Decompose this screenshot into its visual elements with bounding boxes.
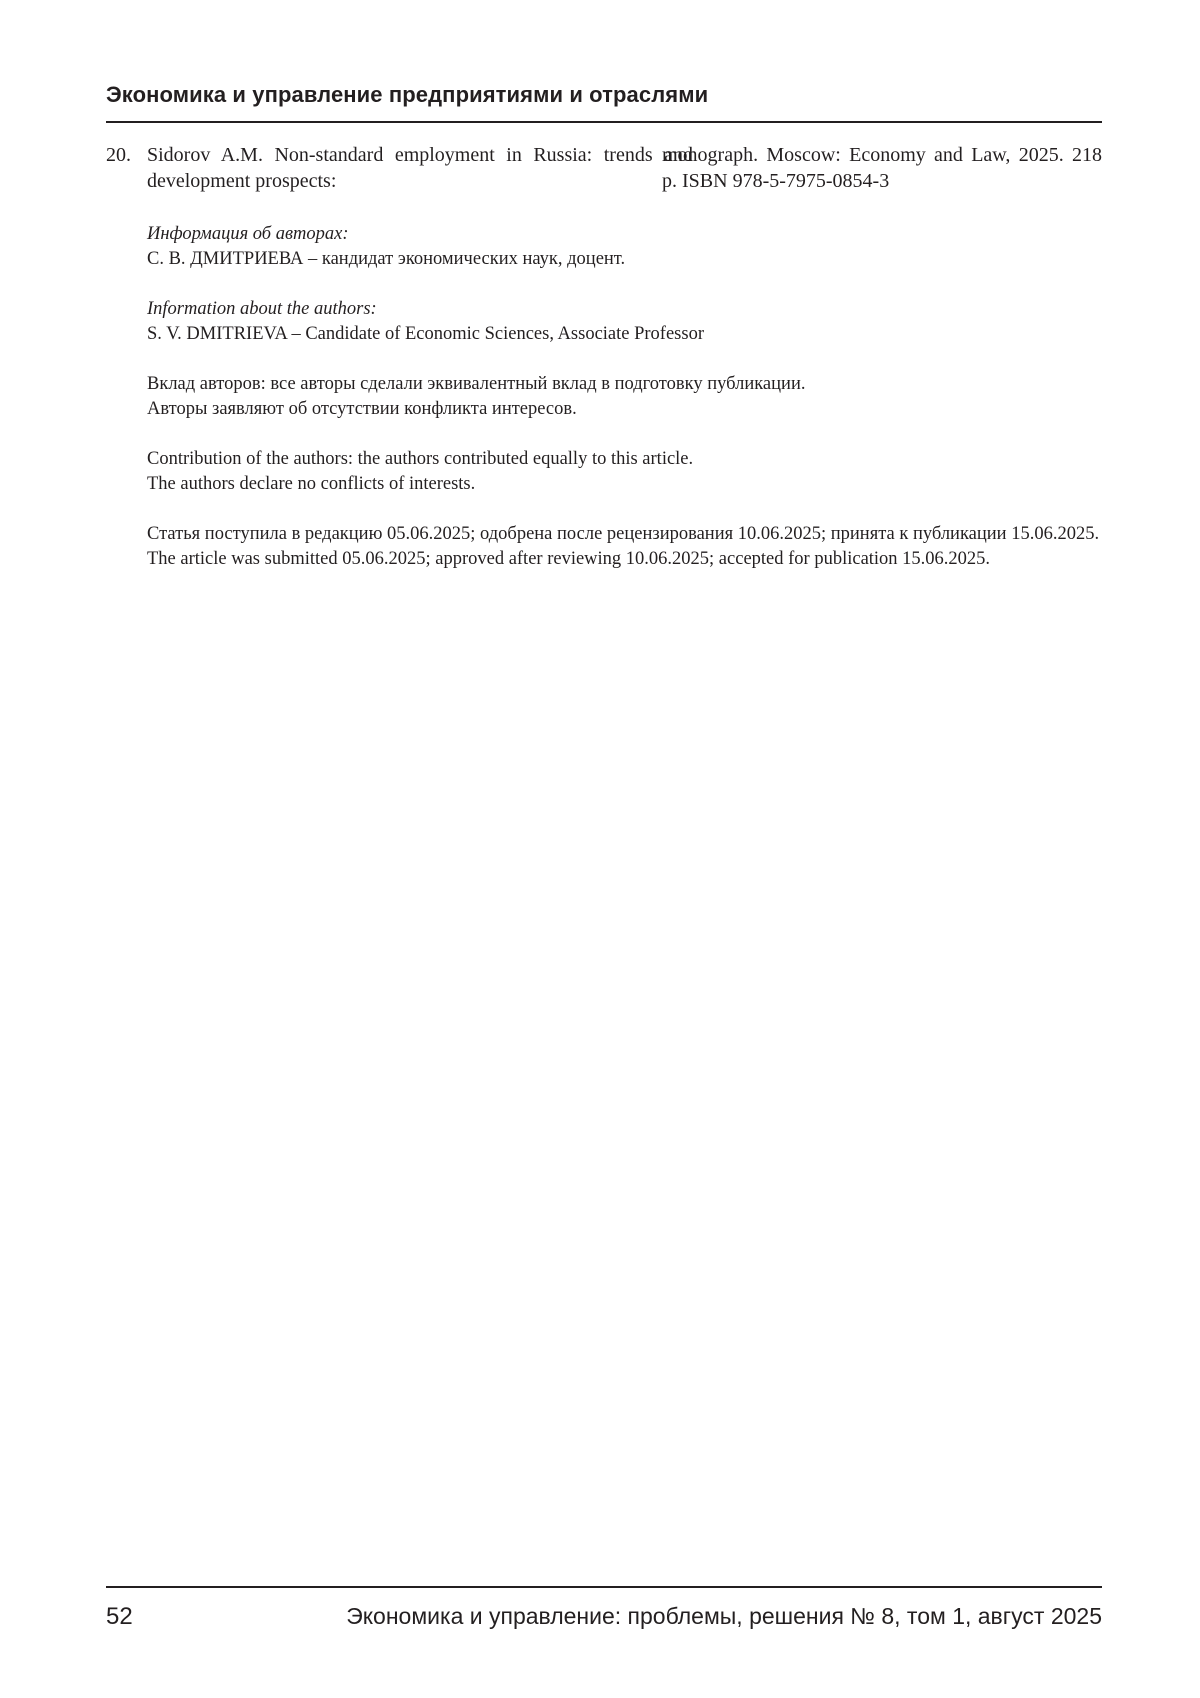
author-line-ru: С. В. ДМИТРИЕВА – кандидат экономических наук, доцент. [147, 249, 626, 269]
journal-footer: Экономика и управление: проблемы, решения № 8, том 1, август 2025 [346, 1603, 1102, 1629]
contribution-en [147, 447, 1107, 497]
footer-rule [106, 1586, 1102, 1588]
contribution-ru [147, 372, 1107, 422]
authors-info-ru [147, 222, 1107, 272]
dates-ru: Статья поступила в редакцию 05.06.2025; одобрена после рецензирования 10.06.2025; принята к публикации 15.06.2025. [147, 524, 1100, 544]
reference-text-right: monograph. Moscow: Economy and Law, 2025. 218 p. ISBN 978-5-7975-0854-3 [662, 144, 1102, 192]
authors-info-en [147, 297, 1107, 347]
page-number: 52 [106, 1603, 133, 1630]
dates-en: The article was submitted 05.06.2025; approved after reviewing 10.06.2025; accepted for publication 15.06.2025. [147, 549, 991, 569]
contribution-line-ru: Вклад авторов: все авторы сделали эквивалентный вклад в подготовку публикации. [147, 374, 806, 394]
authors-heading-ru: Информация об авторах: [147, 224, 349, 244]
reference-number: 20. [106, 144, 131, 166]
author-line-en: S. V. DMITRIEVA – Candidate of Economic Sciences, Associate Professor [147, 324, 704, 344]
reference-text-left: Sidorov A.M. Non-standard employment in Russia: trends and development prospects: [147, 144, 693, 192]
running-header: Экономика и управление предприятиями и отраслями [106, 82, 709, 107]
conflict-line-ru: Авторы заявляют об отсутствии конфликта интересов. [147, 399, 577, 419]
article-dates [147, 522, 1107, 572]
contribution-line-en: Contribution of the authors: the authors contributed equally to this article. [147, 449, 694, 469]
conflict-line-en: The authors declare no conflicts of interests. [147, 474, 476, 494]
header-rule [106, 121, 1102, 123]
authors-heading-en: Information about the authors: [147, 299, 377, 319]
